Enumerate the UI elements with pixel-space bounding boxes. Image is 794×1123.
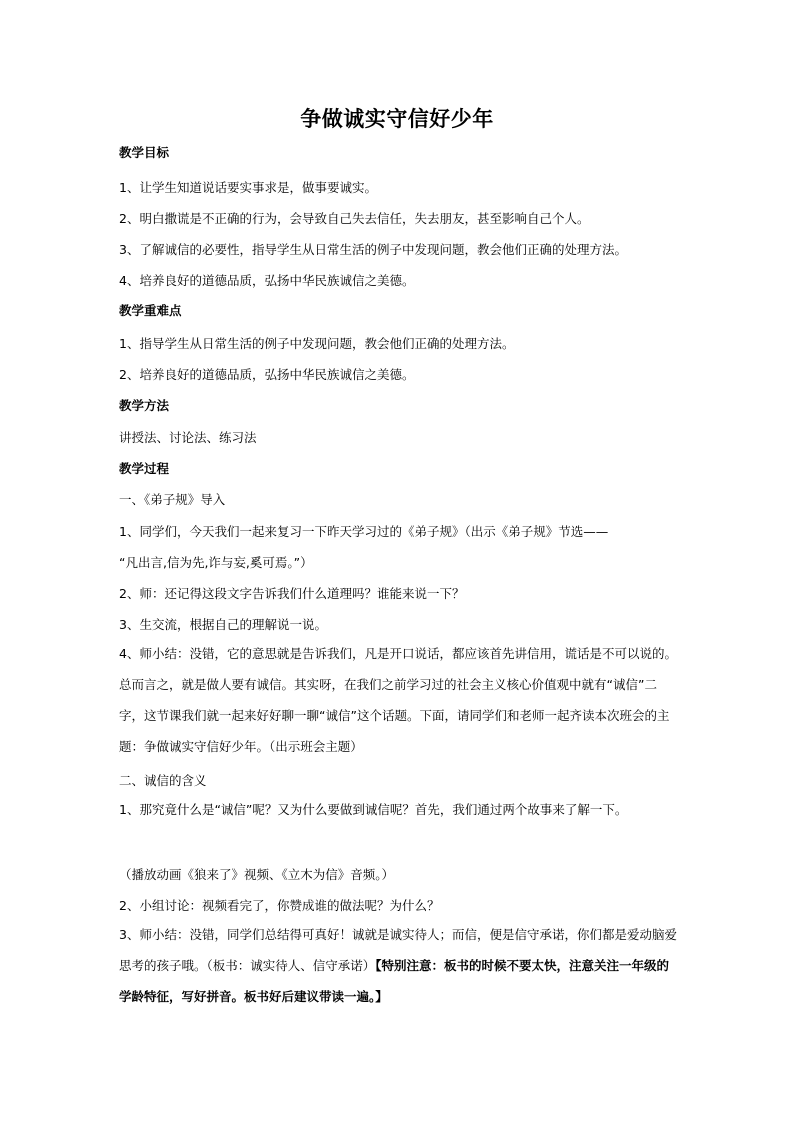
heading-key-points: 教学重难点 [119,303,182,318]
key-point-item: 1、指导学生从日常生活的例子中发现问题，教会他们正确的处理方法。 [119,336,515,351]
goal-item: 3、了解诚信的必要性，指导学生从日常生活的例子中发现问题，教会他们正确的处理方法。 [119,242,627,257]
goal-item: 1、让学生知道说话要实事求是，做事要诚实。 [119,180,377,195]
part2-item2: 2、小组讨论：视频看完了，你赞成谁的做法呢？为什么？ [119,898,440,913]
part2-item1: 1、那究竟什么是“诚信”呢？又为什么要做到诚信呢？首先，我们通过两个故事来了解一下。 [119,802,628,817]
part1-item1-line1: 1、同学们，今天我们一起来复习一下昨天学习过的《弟子规》（出示《弟子规》节选—— [119,524,609,539]
part1-item4: 4、师小结：没错，它的意思就是告诉我们，凡是开口说话，都应该首先讲信用，谎话是不可以说的。总而言之，就是做人要有诚信。其实呀，在我们之前学习过的社会主义核心价值观中就有“诚信”二字，这节课我们就一起来好好聊一聊“诚信”这个话题。下面，请同学们和老师一起齐读本次班会的主题：争做诚实守信好少年。（出示班会主题） [119,646,677,754]
part1-item2: 2、师：还记得这段文字告诉我们什么道理吗？谁能来说一下？ [119,586,465,601]
page-title: 争做诚实守信好少年 [300,107,494,131]
part2-item1-note: （播放动画《狼来了》视频、《立木为信》音频。） [119,867,395,882]
heading-methods: 教学方法 [119,398,170,413]
part1-item3: 3、生交流，根据自己的理解说一说。 [119,617,327,632]
heading-goals: 教学目标 [119,145,170,160]
part1-item1-line2: “凡出言,信为先,诈与妄,奚可焉。”） [119,555,313,570]
goal-item: 4、培养良好的道德品质，弘扬中华民族诚信之美德。 [119,273,415,288]
part2-title: 二、诚信的含义 [119,773,207,788]
methods-text: 讲授法、讨论法、练习法 [119,430,257,445]
goal-item: 2、明白撒谎是不正确的行为，会导致自己失去信任，失去朋友，甚至影响自己个人。 [119,211,590,226]
heading-process: 教学过程 [119,461,170,476]
part1-title: 一、《弟子规》导入 [119,492,226,507]
key-point-item: 2、培养良好的道德品质，弘扬中华民族诚信之美德。 [119,367,415,382]
part2-item3-text: 3、师小结：没错，同学们总结得可真好！诚就是诚实待人；而信，便是信守承诺，你们都是爱动脑爱思考的孩子哦。（板书：诚实待人、信守承诺） [119,927,677,973]
part2-item3 [119,919,679,1012]
special-note: 【特别注意：板书的时候不要太快，注意关注一年级的学龄特征，写好拼音。板书好后建议带读一遍。】 [119,958,670,1004]
